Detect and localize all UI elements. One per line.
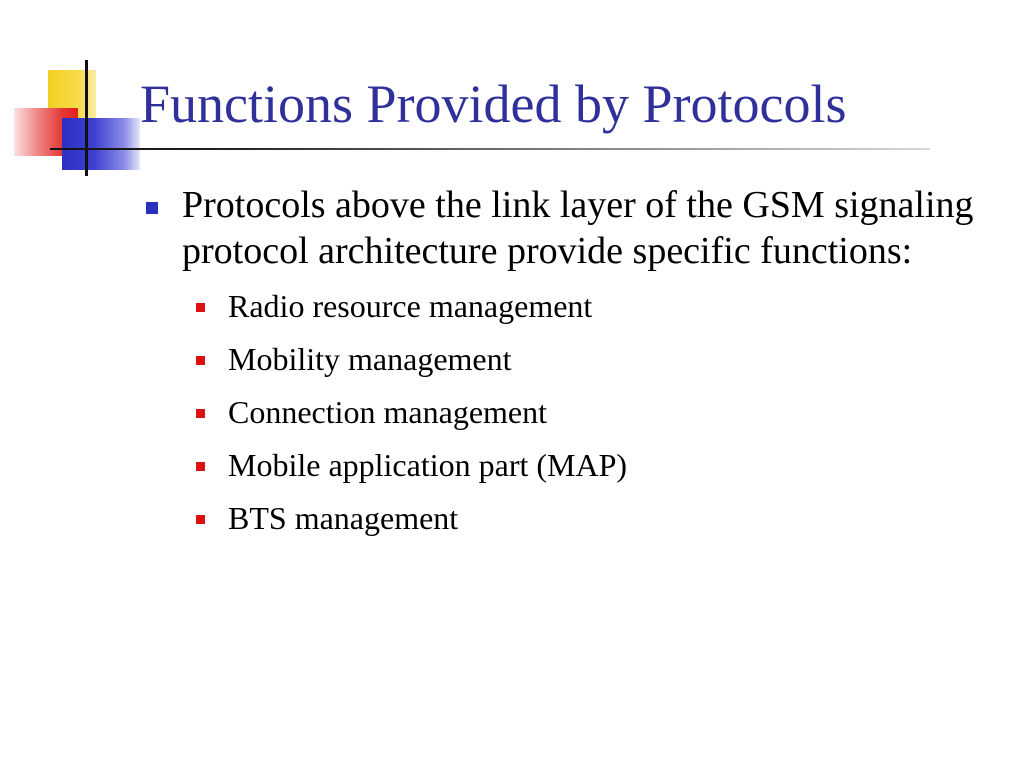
sub-bullet-text: Connection management [228, 394, 548, 430]
slide-title: Functions Provided by Protocols [140, 74, 847, 134]
sub-bullet-text: BTS management [228, 500, 459, 536]
red-square-bullet-icon [196, 356, 205, 365]
sub-bullet-text: Radio resource management [228, 288, 593, 324]
sub-bullet-text: Mobile application part (MAP) [228, 447, 628, 483]
blue-square-decoration [62, 118, 140, 170]
bullet-text: Protocols above the link layer of the GSM signaling protocol architecture provide specific functions: [182, 184, 974, 272]
red-square-bullet-icon [196, 409, 205, 418]
sub-bullet-item [196, 386, 976, 439]
sub-bullet-list [146, 280, 976, 545]
red-square-bullet-icon [196, 303, 205, 312]
sub-bullet-item [196, 492, 976, 545]
slide-body [146, 182, 976, 545]
bullet-item [146, 182, 976, 274]
sub-bullet-item [196, 333, 976, 386]
sub-bullet-text: Mobility management [228, 341, 512, 377]
title-underline-rule [50, 148, 930, 150]
blue-square-bullet-icon [146, 202, 158, 214]
red-square-bullet-icon [196, 515, 205, 524]
red-square-bullet-icon [196, 462, 205, 471]
vertical-rule [85, 60, 88, 176]
sub-bullet-item [196, 439, 976, 492]
sub-bullet-item [196, 280, 976, 333]
corner-logo-decoration [0, 0, 140, 180]
